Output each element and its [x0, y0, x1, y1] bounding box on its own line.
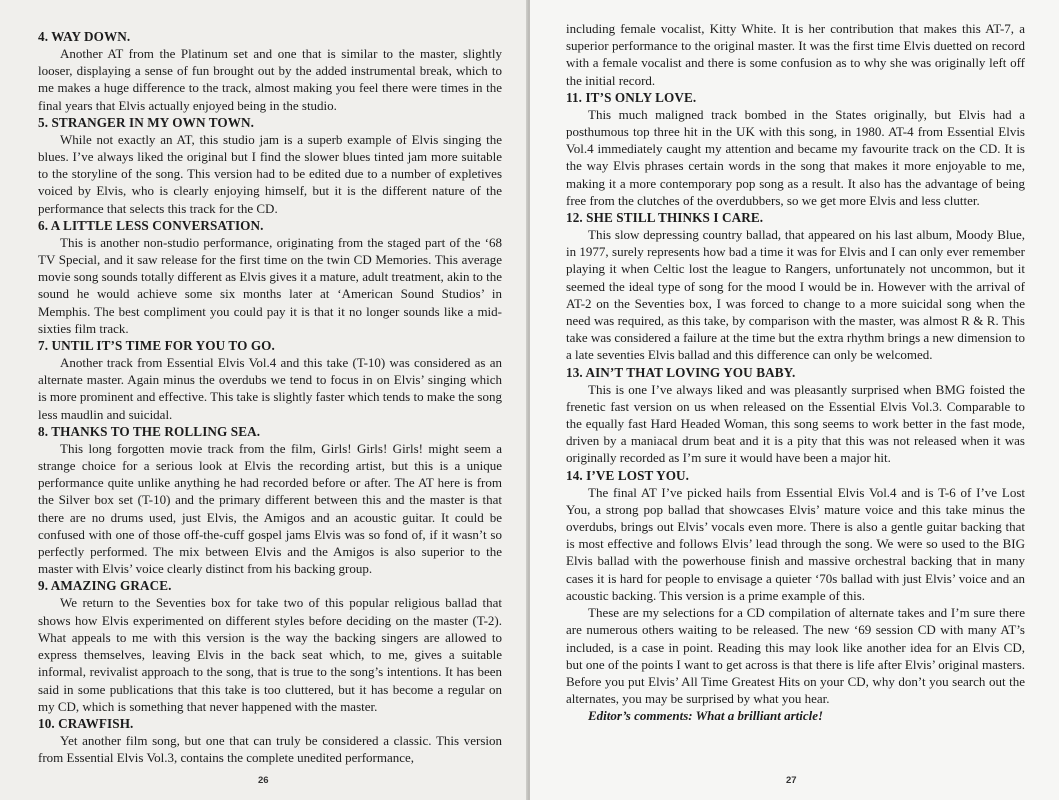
section-ive-lost-you — [566, 467, 1025, 604]
section-she-still-thinks-i-care — [566, 209, 1025, 364]
section-body: We return to the Seventies box for take two of this popular religious ballad that shows how Elvis experimented on different styles before deciding on the master (T-2). What appeals to me with this version is the way the backing singers are allowed to express themselves, leaving Elvis in the back seat which, to me, gives a suitable informal, revivalist approach to the song, that is true to the song’s intentions. It has been said in some publications that this take is too cluttered, but it has become a regular on my CD, which is something that never happened with the master. — [38, 595, 502, 714]
section-body: This is another non-studio performance, originating from the staged part of the ‘68 TV Special, and it saw release for the first time on the twin CD Memories. This average movie song sounds totally different as Elvis gives it a mature, adult treatment, akin to the sound he would achieve some six months later at ‘American Sound Studios’ in Memphis. The best compliment you could pay it is that it no longer sounds like a mid-sixties film track. — [38, 234, 502, 336]
section-body: Yet another film song, but one that can truly be considered a classic. This version from Essential Elvis Vol.3, contains the complete unedited performance, — [38, 732, 502, 766]
section-body: Another track from Essential Elvis Vol.4 and this take (T-10) was considered as an alternate master. Again minus the overdubs we tend to focus in on Elvis’ singing which is more prominent and effective. This take is slightly faster which tends to make the song less maudlin and suicidal. — [38, 355, 502, 422]
editor-comment: Editor’s comments: What a brilliant article! — [588, 708, 824, 724]
section-body: The final AT I’ve picked hails from Essential Elvis Vol.4 and is T-6 of I’ve Lost You, a strong pop ballad that showcases Elvis’ mature voice and this take minus the overdubs, brings out Elvis’ vocals even more. There is also a gentle guitar backing that is most effective and follows Elvis’ lead through the song. We were so used to the BIG Elvis ballad with the powerhouse finish and massive orchestral backing that in many cases it is hard for people to envisage a quieter ‘70s ballad with just Elvis’ voice and an acoustic backing. This version is a prime example of this. — [566, 484, 1025, 603]
section-body: While not exactly an AT, this studio jam is a superb example of Elvis singing the blues. I’ve always liked the original but I find the slower blues tinted jam more suitable to the storyline of the song. This version had to be edited due to a number of expletives voiced by Elvis, who is clearly enjoying himself, but it is the different nature of the performance that selects this track for the CD. — [38, 131, 502, 216]
section-crawfish — [38, 715, 502, 766]
section-heading: 7. UNTIL IT’S TIME FOR YOU TO GO. — [38, 338, 275, 354]
section-heading: 8. THANKS TO THE ROLLING SEA. — [38, 423, 261, 439]
section-thanks-to-the-rolling-sea — [38, 423, 502, 578]
section-heading: 9. AMAZING GRACE. — [38, 578, 172, 594]
section-way-down — [38, 28, 502, 114]
section-heading: 13. AIN’T THAT LOVING YOU BABY. — [566, 364, 796, 380]
section-heading: 5. STRANGER IN MY OWN TOWN. — [38, 114, 255, 130]
continued-paragraph: including female vocalist, Kitty White. It is her contribution that makes this AT-7, a superior performance to the original master. It was the first time Elvis duetted on record with a female vocalist and there is some confusion as to why she was originally left off the initial record. — [566, 21, 1025, 88]
section-heading: 6. A LITTLE LESS CONVERSATION. — [38, 217, 264, 233]
page-number: 26 — [258, 775, 269, 786]
page-number: 27 — [786, 775, 797, 786]
section-heading: 14. I’VE LOST YOU. — [566, 467, 690, 483]
section-heading: 10. CRAWFISH. — [38, 715, 134, 731]
section-body: Another AT from the Platinum set and one that is similar to the master, slightly looser, displaying a sense of fun brought out by the added instrumental break, which to me makes a huge difference to the track, almost making you feel there were times in the final years that Elvis actually enjoyed being in the studio. — [38, 46, 502, 113]
section-its-only-love — [566, 89, 1025, 209]
section-heading: 11. IT’S ONLY LOVE. — [566, 89, 697, 105]
section-body: This long forgotten movie track from the film, Girls! Girls! Girls! might seem a strange choice for a serious look at Elvis the recording artist, but this is a unique performance quite unlike anything he had recorded before or after. The AT here is from the Silver box set (T-10) and the primary different between this and the master is that there are no drums used, just Elvis, the Amigos and an acoustic guitar. It could be confused with one of those off-the-cuff gospel jams Elvis was so fond of, if it wasn’t so perfectly performed. The mix between Elvis and the Amigos is also superior to the master with Elvis’ voice clearly distinct from his backing group. — [38, 440, 502, 577]
section-heading: 12. SHE STILL THINKS I CARE. — [566, 210, 764, 226]
section-heading: 4. WAY DOWN. — [38, 29, 131, 44]
section-amazing-grace — [38, 577, 502, 714]
section-body: This slow depressing country ballad, that appeared on his last album, Moody Blue, in 1977, surely represents how bad a time it was for Elvis and I can only ever remember playing it when Celtic lost the league to Rangers, unfortunately not uncommon, but it seemed the ideal type of song for the mood I would be in. However with the arrival of AT-2 on the Seventies box, I was forced to change to a more suicidal song when the need was required, as this take, by comparison with the master, was almost R & R. This take was considered a failure at the time but the extra rhythm brings a new dimension to a late seventies Elvis ballad and this difference can only be welcomed. — [566, 227, 1025, 363]
left-page — [0, 0, 528, 800]
section-body: This is one I’ve always liked and was pleasantly surprised when BMG foisted the frenetic fast version on us when released on the Essential Elvis Vol.3. Comparable to the equally fast Hard Headed Woman, this song seems to work better in the fast mode, driven by a maniacal drum beat and it is a pity that this was not released when it was originally recorded as I’m sure it would have been a major hit. — [566, 381, 1025, 466]
section-a-little-less-conversation — [38, 217, 502, 337]
section-until-its-time-for-you-to-go — [38, 337, 502, 423]
section-aint-that-loving-you-baby — [566, 364, 1025, 467]
section-body: This much maligned track bombed in the States originally, but Elvis had a posthumous top three hit in the UK with this song, in 1980. AT-4 from Essential Elvis Vol.4 immediately caught my attention and became my favourite track on the CD. It is the way Elvis phrases certain words in the song that makes it more enjoyable to me, making it a more contemporary pop song as a result. It also has the advantage of being free from the clutches of the overdubbers, so we get more Elvis and less clutter. — [566, 106, 1025, 208]
closing-paragraph: These are my selections for a CD compilation of alternate takes and I’m sure there are numerous others waiting to be released. The new ‘69 session CD with many AT’s included, is a case in point. Reading this may look like another idea for an Elvis CD, but one of the points I want to get across is that there is life after Elvis’ original masters. Before you put Elvis’ All Time Greatest Hits on your CD, why don’t you search out the alternates, you may be surprised by what you hear. — [566, 605, 1025, 707]
section-stranger-in-my-own-town — [38, 114, 502, 217]
right-page — [530, 0, 1059, 800]
